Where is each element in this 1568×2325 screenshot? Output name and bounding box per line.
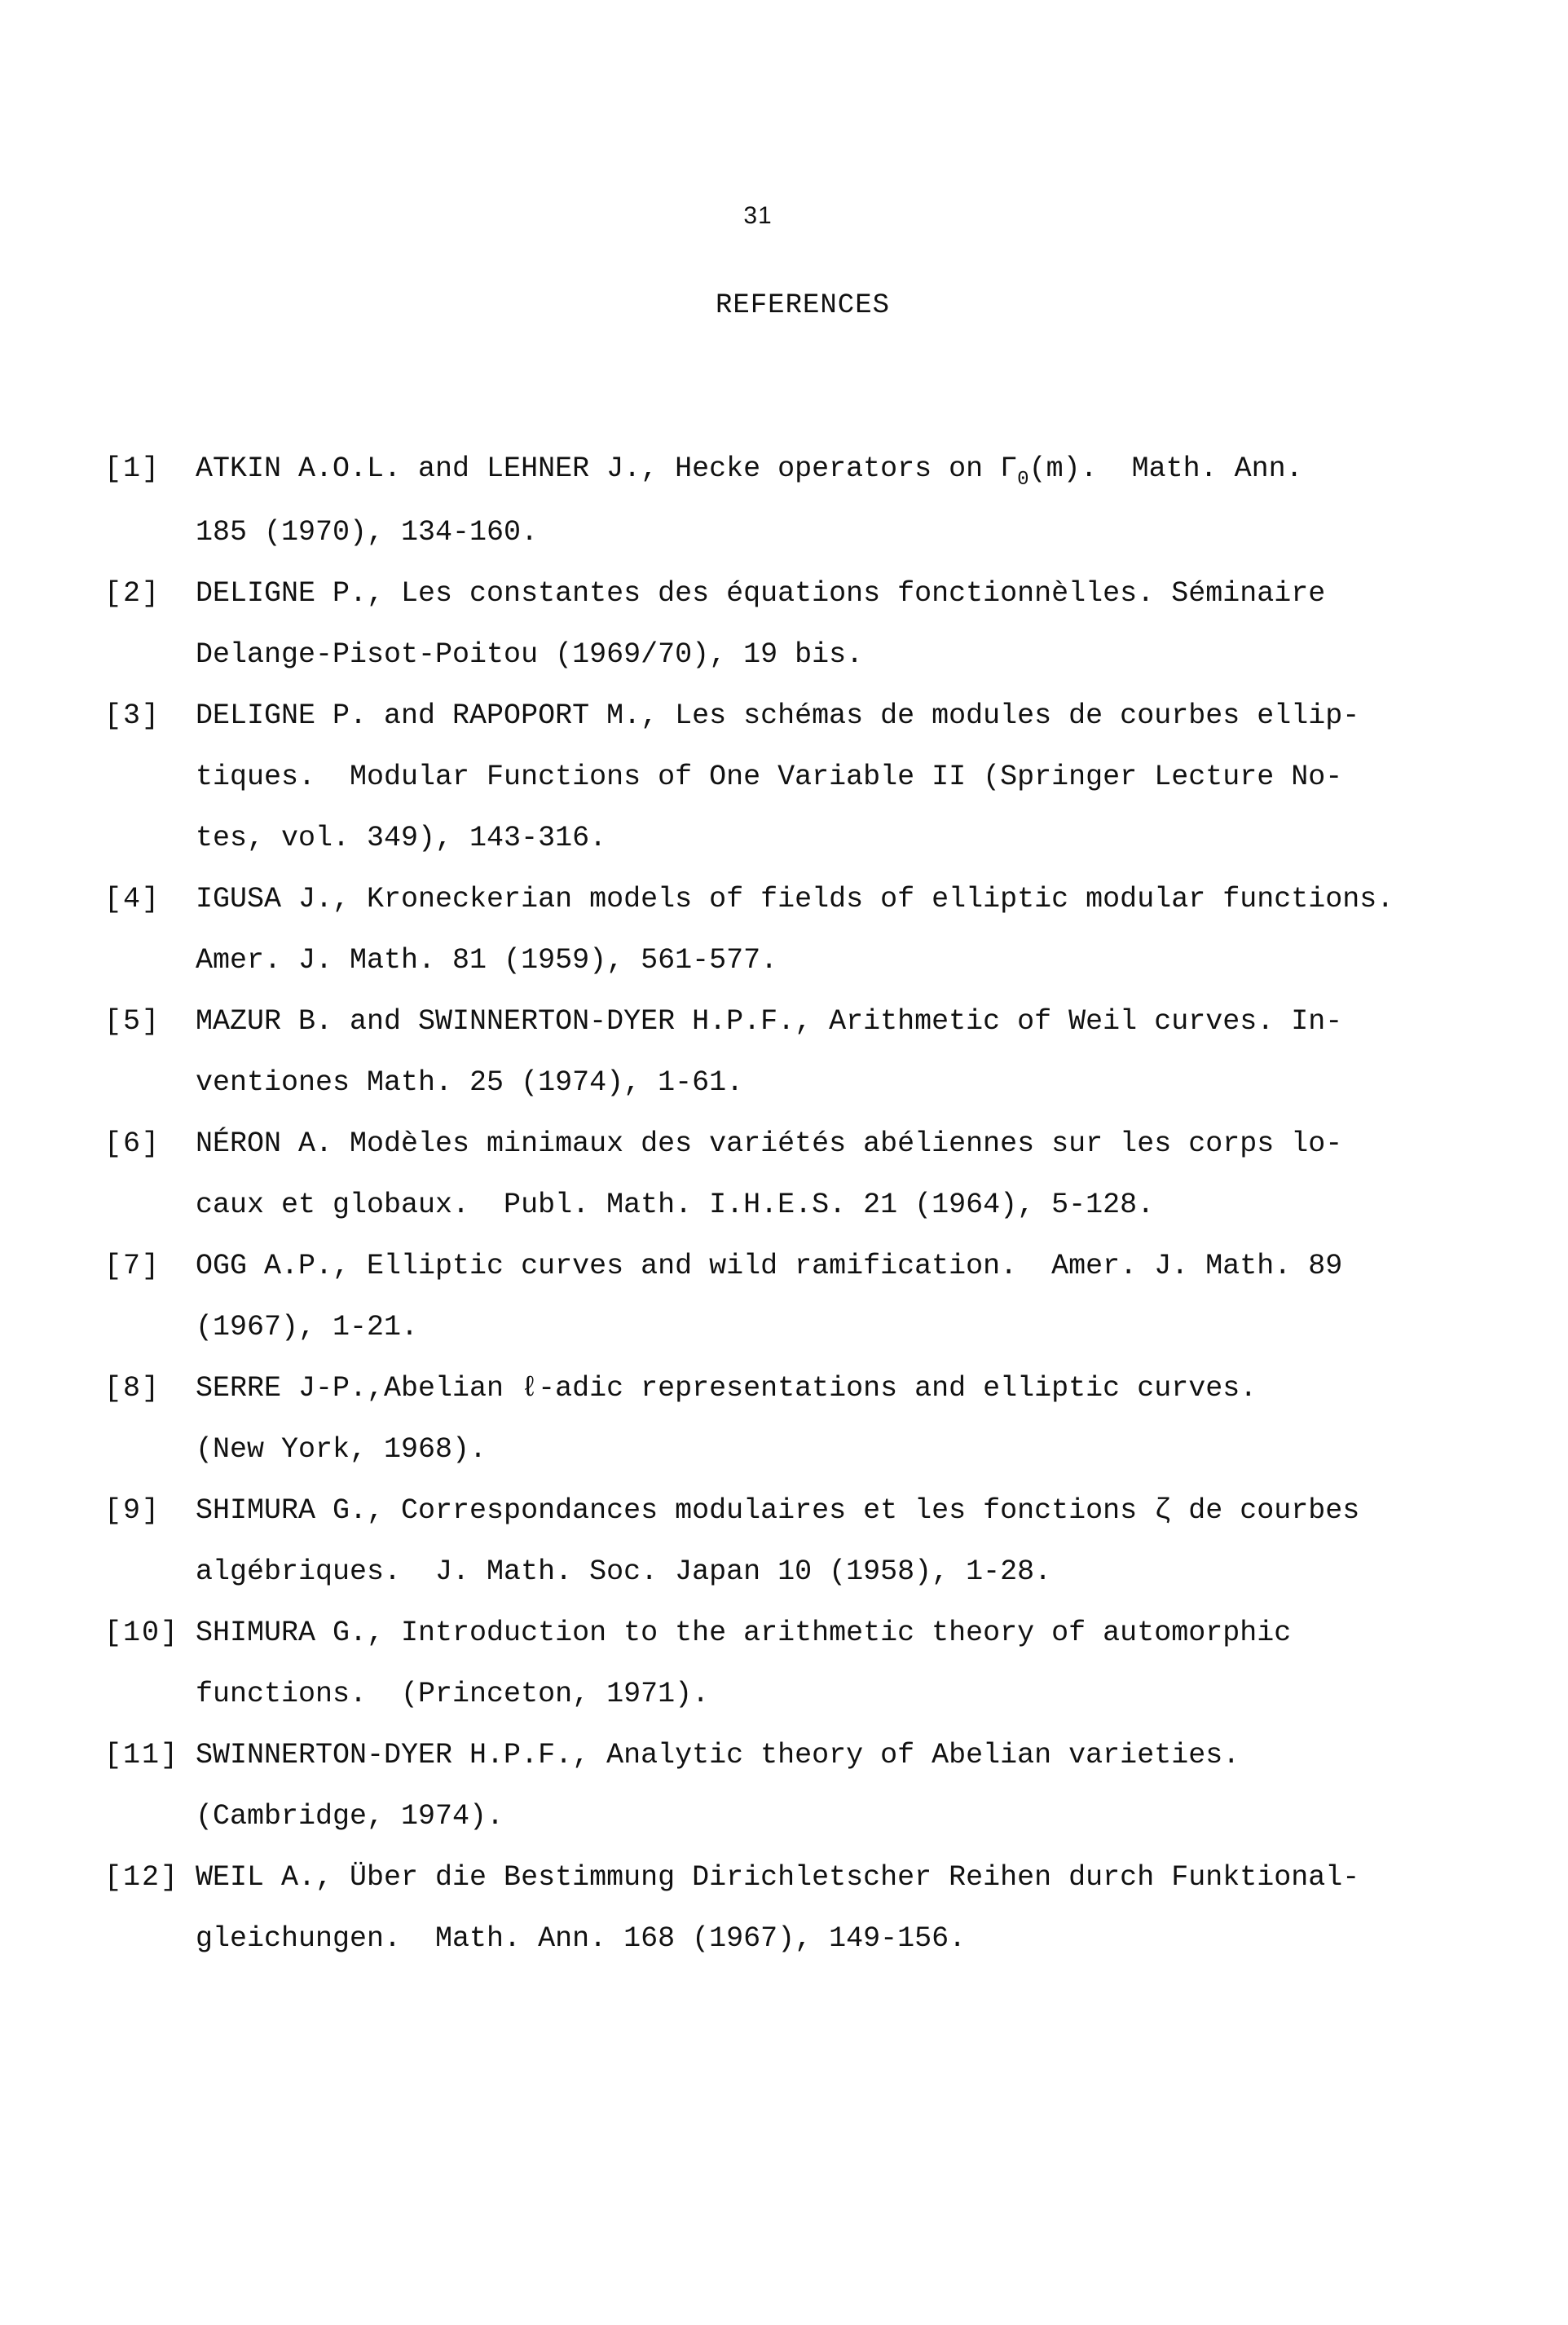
reference-number: [5] <box>104 1005 161 1038</box>
reference-line: WEIL A., Über die Bestimmung Dirichletscher Reihen durch Funktional- <box>196 1861 1360 1894</box>
reference-line: Amer. J. Math. 81 (1959), 561-577. <box>196 944 778 977</box>
reference-line: (1967), 1-21. <box>196 1311 419 1343</box>
reference-line: MAZUR B. and SWINNERTON-DYER H.P.F., Arithmetic of Weil curves. In- <box>196 1005 1343 1038</box>
reference-number: [8] <box>104 1372 161 1405</box>
page-number: 31 <box>743 202 773 229</box>
reference-item <box>104 563 1555 686</box>
reference-line: tiques. Modular Functions of One Variable II (Springer Lecture No- <box>196 761 1343 793</box>
reference-line: DELIGNE P. and RAPOPORT M., Les schémas de modules de courbes ellip- <box>196 699 1360 732</box>
reference-line: SHIMURA G., Correspondances modulaires et les fonctions ζ de courbes <box>196 1494 1360 1527</box>
reference-number: [10] <box>104 1617 180 1649</box>
reference-line: NÉRON A. Modèles minimaux des variétés abéliennes sur les corps lo- <box>196 1127 1343 1160</box>
reference-line: SHIMURA G., Introduction to the arithmetic theory of automorphic <box>196 1617 1292 1649</box>
reference-item <box>104 1480 1555 1603</box>
reference-line: gleichungen. Math. Ann. 168 (1967), 149-156. <box>196 1922 967 1955</box>
reference-line: SWINNERTON-DYER H.P.F., Analytic theory of Abelian varieties. <box>196 1739 1240 1771</box>
reference-number: [4] <box>104 883 161 915</box>
reference-line: Delange-Pisot-Poitou (1969/70), 19 bis. <box>196 638 864 671</box>
reference-line: ventiones Math. 25 (1974), 1-61. <box>196 1066 744 1099</box>
reference-line: algébriques. J. Math. Soc. Japan 10 (1958), 1-28. <box>196 1555 1052 1588</box>
reference-item <box>104 439 1555 563</box>
reference-number: [3] <box>104 699 161 732</box>
reference-item <box>104 1725 1555 1847</box>
reference-line: OGG A.P., Elliptic curves and wild ramification. Amer. J. Math. 89 <box>196 1250 1343 1282</box>
reference-line: ATKIN A.O.L. and LEHNER J., Hecke operators on $\Gamma_0(m)$. Math. Ann. <box>196 452 1303 491</box>
reference-item <box>104 1603 1555 1725</box>
reference-item <box>104 869 1555 991</box>
reference-line: (New York, 1968). <box>196 1433 487 1466</box>
reference-line: caux et globaux. Publ. Math. I.H.E.S. 21 (1964), 5-128. <box>196 1189 1155 1221</box>
reference-line: IGUSA J., Kroneckerian models of fields of elliptic modular functions. <box>196 883 1394 915</box>
reference-line: 185 (1970), 134-160. <box>196 516 539 549</box>
reference-item <box>104 1358 1555 1480</box>
reference-number: [6] <box>104 1127 161 1160</box>
reference-item <box>104 1236 1555 1358</box>
reference-item <box>104 686 1555 869</box>
reference-line: (Cambridge, 1974). <box>196 1800 504 1833</box>
reference-item <box>104 991 1555 1114</box>
references-heading: REFERENCES <box>715 290 891 321</box>
reference-number: [1] <box>104 452 161 485</box>
reference-line: functions. (Princeton, 1971). <box>196 1678 710 1710</box>
reference-line: DELIGNE P., Les constantes des équations fonctionnèlles. Séminaire <box>196 577 1326 610</box>
reference-number: [9] <box>104 1494 161 1527</box>
reference-item <box>104 1847 1555 1970</box>
reference-line: SERRE J-P.,Abelian ℓ-adic representations and elliptic curves. <box>196 1372 1257 1405</box>
reference-number: [11] <box>104 1739 180 1771</box>
reference-line: tes, vol. 349), 143-316. <box>196 822 607 854</box>
reference-list <box>104 439 1555 1970</box>
reference-item <box>104 1114 1555 1236</box>
reference-number: [7] <box>104 1250 161 1282</box>
subscript: 0 <box>1017 469 1029 491</box>
reference-number: [12] <box>104 1861 180 1894</box>
reference-number: [2] <box>104 577 161 610</box>
